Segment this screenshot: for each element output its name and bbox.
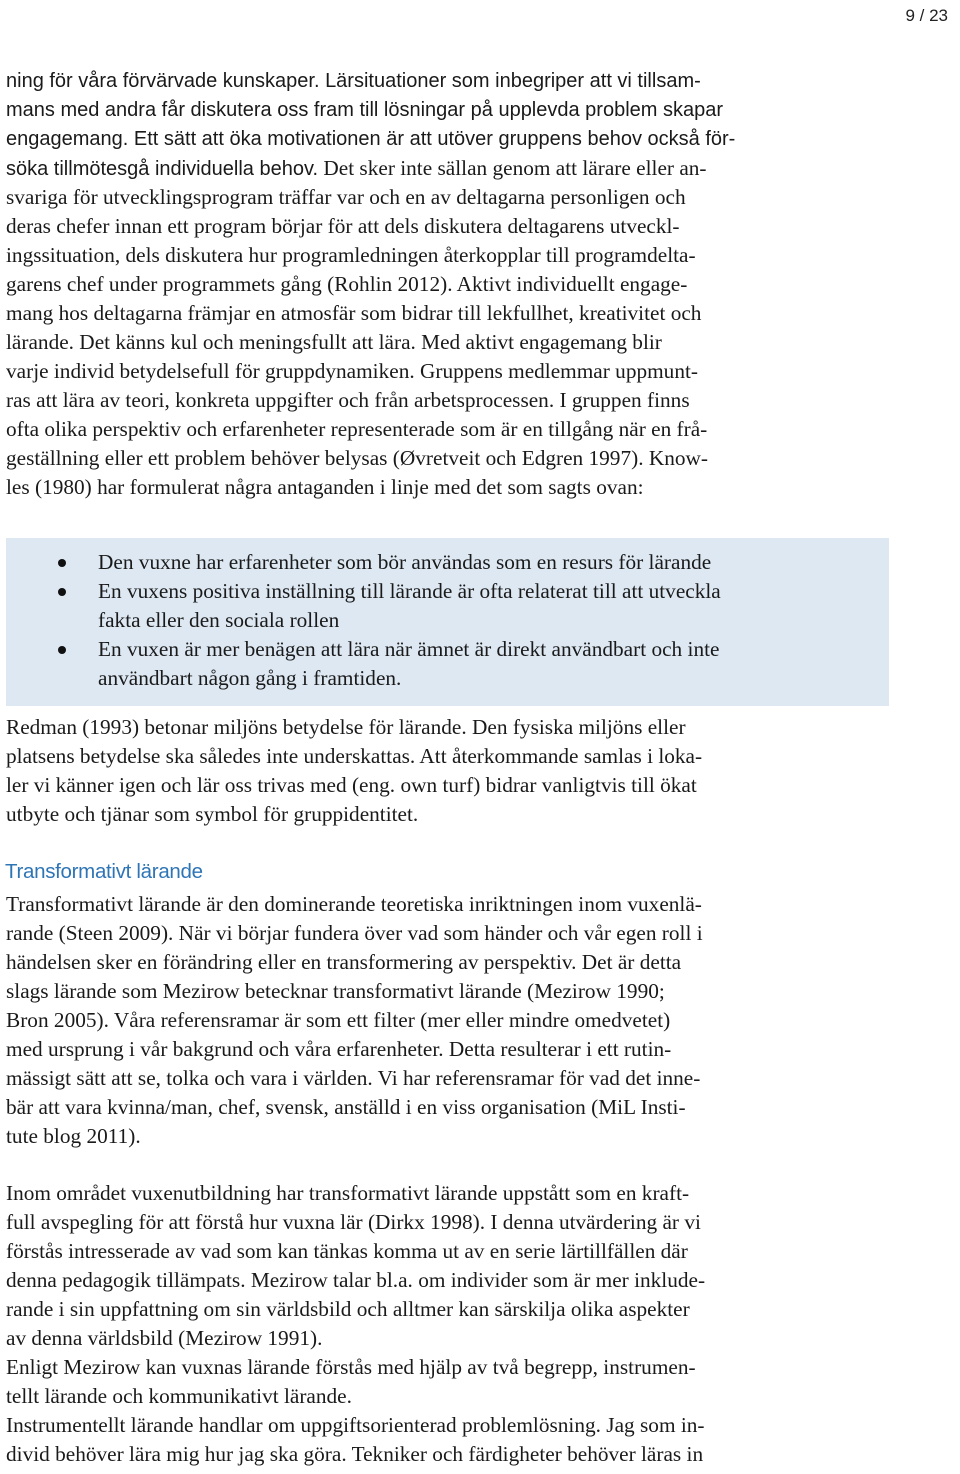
paragraph-spacer bbox=[6, 1151, 844, 1179]
text-line: Enligt Mezirow kan vuxnas lärande förstås med hjälp av två begrepp, instrumen- bbox=[6, 1355, 696, 1379]
text-line: slags lärande som Mezirow betecknar transformativt lärande (Mezirow 1990; bbox=[6, 979, 665, 1003]
text-line: av denna världsbild (Mezirow 1991). bbox=[6, 1326, 323, 1350]
section-body bbox=[6, 890, 844, 1469]
text-line: rande i sin uppfattning om sin världsbild och alltmer kan särskilja olika aspekter bbox=[6, 1297, 690, 1321]
text-line: ning för våra förvärvade kunskaper. Lärsituationer som inbegriper att vi tillsam- bbox=[6, 70, 701, 92]
text-line: ras att lära av teori, konkreta uppgifter och från arbetsprocessen. I gruppen finns bbox=[6, 388, 690, 412]
text-line: platsens betydelse ska således inte underskattas. Att återkommande samlas i loka- bbox=[6, 744, 703, 768]
text-line: händelsen sker en förändring eller en transformering av perspektiv. Det är detta bbox=[6, 950, 682, 974]
text-fragment: söka tillmötesgå individuella behov. bbox=[6, 158, 319, 180]
bullet-icon bbox=[58, 588, 66, 596]
text-line: mang hos deltagarna främjar en atmosfär som bidrar till lekfullhet, kreativitet och bbox=[6, 301, 702, 325]
text-line: utbyte och tjänar som symbol för gruppidentitet. bbox=[6, 802, 419, 826]
paragraph bbox=[6, 1179, 844, 1353]
text-line: Redman (1993) betonar miljöns betydelse för lärande. Den fysiska miljöns eller bbox=[6, 715, 686, 739]
text-line: Transformativt lärande är den dominerande teoretiska inriktningen inom vuxenlä- bbox=[6, 892, 702, 916]
text-line: Inom området vuxenutbildning har transformativt lärande uppstått som en kraft- bbox=[6, 1181, 690, 1205]
text-line: mans med andra får diskutera oss fram till lösningar på upplevda problem skapar bbox=[6, 99, 724, 121]
text-line: tute blog 2011). bbox=[6, 1124, 141, 1148]
bullet-list bbox=[6, 538, 889, 693]
bullet-item bbox=[6, 577, 889, 635]
text-line: rande (Steen 2009). När vi börjar fundera över vad som händer och vår egen roll i bbox=[6, 921, 703, 945]
text-line: ler vi känner igen och lär oss trivas med (eng. own turf) bidrar vanligtvis till ökat bbox=[6, 773, 697, 797]
text-line: lärande. Det känns kul och meningsfullt att lära. Med aktivt engagemang blir bbox=[6, 330, 662, 354]
text-fragment: Det sker inte sällan genom att lärare eller an- bbox=[318, 156, 707, 180]
bullet-text: En vuxen är mer benägen att lära när ämnet är direkt användbart och inte bbox=[98, 637, 720, 661]
paragraph bbox=[6, 890, 844, 1151]
text-line: full avspegling för att förstå hur vuxna lär (Dirkx 1998). I denna utvärdering är vi bbox=[6, 1210, 701, 1234]
text-line: divid behöver lära mig hur jag ska göra. Tekniker och färdigheter behöver läras in bbox=[6, 1442, 704, 1466]
paragraph bbox=[6, 1353, 844, 1411]
text-line: engagemang. Ett sätt att öka motivationen är att utöver gruppens behov också för- bbox=[6, 128, 736, 150]
text-line: med ursprung i vår bakgrund och våra erfarenheter. Detta resulterar i ett rutin- bbox=[6, 1037, 672, 1061]
paragraph bbox=[6, 1411, 844, 1469]
text-line: ofta olika perspektiv och erfarenheter representerade som är en tillgång när en frå- bbox=[6, 417, 708, 441]
text-line: garens chef under programmets gång (Rohlin 2012). Aktivt individuellt engage- bbox=[6, 272, 688, 296]
paragraph-redman bbox=[6, 713, 844, 829]
bullet-icon bbox=[58, 646, 66, 654]
bullet-icon bbox=[58, 559, 66, 567]
text-line: mässigt sätt att se, tolka och vara i världen. Vi har referensramar för vad det inne- bbox=[6, 1066, 701, 1090]
text-line: les (1980) har formulerat några antaganden i linje med det som sagts ovan: bbox=[6, 475, 644, 499]
section-heading: Transformativt lärande bbox=[5, 860, 203, 883]
bullet-item bbox=[6, 548, 889, 577]
text-line: denna pedagogik tillämpats. Mezirow talar bl.a. om individer som är mer inklude- bbox=[6, 1268, 706, 1292]
bullet-text: fakta eller den sociala rollen bbox=[98, 608, 340, 632]
bullet-item bbox=[6, 635, 889, 693]
bullet-text: En vuxens positiva inställning till lärande är ofta relaterat till att utveckla bbox=[98, 579, 721, 603]
text-line-mixed bbox=[6, 154, 844, 183]
text-line: geställning eller ett problem behöver belysas (Øvretveit och Edgren 1997). Know- bbox=[6, 446, 708, 470]
text-line: Instrumentellt lärande handlar om uppgiftsorienterad problemlösning. Jag som in- bbox=[6, 1413, 705, 1437]
text-line: förstås intresserade av vad som kan tänkas komma ut av en serie lärtillfällen där bbox=[6, 1239, 688, 1263]
text-line: deras chefer innan ett program börjar för att dels diskutera deltagarens utveckl- bbox=[6, 214, 680, 238]
bullet-text: användbart någon gång i framtiden. bbox=[98, 666, 402, 690]
text-line: svariga för utvecklingsprogram träffar var och en av deltagarna personligen och bbox=[6, 185, 686, 209]
text-line: tellt lärande och kommunikativt lärande. bbox=[6, 1384, 352, 1408]
text-line: varje individ betydelsefull för gruppdynamiken. Gruppens medlemmar uppmunt- bbox=[6, 359, 698, 383]
bullet-text: Den vuxne har erfarenheter som bör användas som en resurs för lärande bbox=[98, 550, 712, 574]
paragraph-knowles-intro bbox=[6, 67, 844, 502]
text-line: Bron 2005). Våra referensramar är som ett filter (mer eller mindre omedvetet) bbox=[6, 1008, 671, 1032]
page-number: 9 / 23 bbox=[905, 6, 948, 25]
text-line: ingssituation, dels diskutera hur programledningen återkopplar till programdelta- bbox=[6, 243, 696, 267]
text-line: bär att vara kvinna/man, chef, svensk, anställd i en viss organisation (MiL Insti- bbox=[6, 1095, 686, 1119]
knowles-assumptions-box bbox=[6, 538, 889, 706]
